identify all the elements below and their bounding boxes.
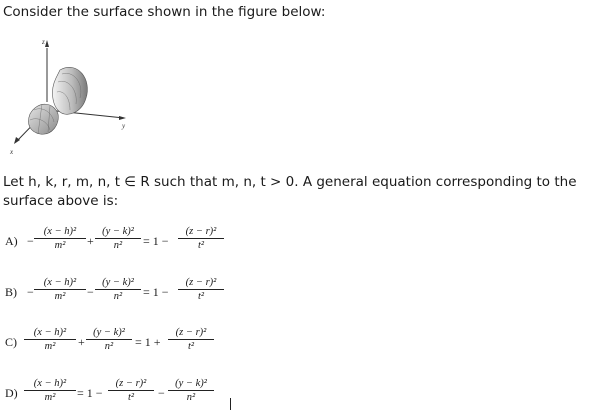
question-intro: Consider the surface shown in the figure below: bbox=[3, 4, 326, 20]
text-cursor bbox=[230, 398, 231, 410]
fraction-term: (z − r)² t² bbox=[178, 277, 224, 303]
fraction-term: (z − r)² t² bbox=[108, 378, 154, 404]
option-label: C) bbox=[5, 335, 17, 349]
fraction-term: (x − h)² m² bbox=[34, 226, 86, 252]
fraction-term: (x − h)² m² bbox=[34, 277, 86, 303]
fraction-term: (x − h)² m² bbox=[24, 327, 76, 353]
axis-x-label: x bbox=[10, 148, 14, 156]
leading-sign: − bbox=[27, 234, 34, 248]
leading-sign: − bbox=[27, 285, 34, 299]
operator: − bbox=[87, 285, 94, 299]
axis-y-label: y bbox=[122, 122, 126, 130]
fraction-term: (y − k)² n² bbox=[95, 226, 141, 252]
option-label: A) bbox=[5, 234, 18, 248]
fraction-term: (z − r)² t² bbox=[178, 226, 224, 252]
hyperboloid-illustration bbox=[0, 30, 150, 160]
operator: − bbox=[158, 386, 165, 400]
operator: + bbox=[87, 234, 94, 248]
option-label: B) bbox=[5, 285, 17, 299]
equals-part: = 1 − bbox=[77, 386, 103, 400]
equals-part: = 1 + bbox=[135, 335, 161, 349]
option-label: D) bbox=[5, 386, 18, 400]
fraction-term: (y − k)² n² bbox=[86, 327, 132, 353]
fraction-term: (y − k)² n² bbox=[168, 378, 214, 404]
equals-part: = 1 − bbox=[143, 234, 169, 248]
question-statement: Let h, k, r, m, n, t ∈ R such that m, n, t > 0. A general equation corresponding to the surface above is: bbox=[3, 174, 577, 209]
fraction-term: (y − k)² n² bbox=[95, 277, 141, 303]
fraction-term: (x − h)² m² bbox=[24, 378, 76, 404]
axis-z-label: z bbox=[42, 38, 45, 46]
equals-part: = 1 − bbox=[143, 285, 169, 299]
surface-figure bbox=[0, 30, 150, 160]
fraction-term: (z − r)² t² bbox=[168, 327, 214, 353]
operator: + bbox=[78, 335, 85, 349]
